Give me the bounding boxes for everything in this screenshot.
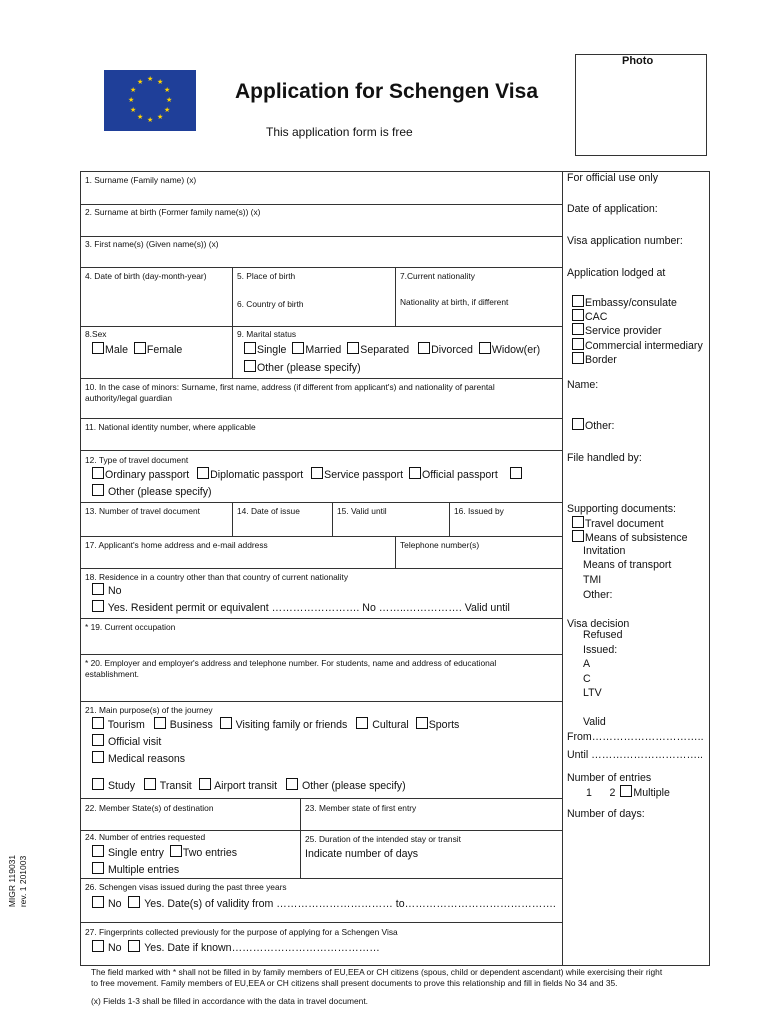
official-passport-label: Official passport [422, 469, 498, 481]
visa-number-label: Visa application number: [567, 235, 683, 247]
transport-label: Means of transport [583, 559, 672, 571]
travel-doc-other-checkbox[interactable] [92, 484, 104, 496]
service-passport-label: Service passport [324, 469, 404, 481]
visas-yes-label: Yes. Date(s) of validity from …………………………… to……………………………………. [144, 898, 556, 910]
fingerprints-yes-label: Yes. Date if known…………………………………… [144, 942, 380, 954]
travel-doc-checkbox[interactable] [572, 516, 584, 528]
entries-options [92, 845, 237, 859]
commercial-option [572, 338, 703, 352]
travel-doc-other-label: Other (please specify) [107, 486, 212, 498]
field-20-label-2: establishment. [85, 669, 139, 679]
telephone-label: Telephone number(s) [400, 540, 480, 550]
divider [80, 878, 563, 879]
photo-box [575, 54, 707, 156]
tourism-checkbox[interactable] [92, 717, 104, 729]
field-7b-label: Nationality at birth, if different [400, 297, 509, 307]
sports-checkbox[interactable] [416, 717, 428, 729]
invitation-label: Invitation [583, 545, 626, 557]
fingerprints-no-checkbox[interactable] [92, 940, 104, 952]
supporting-docs-label: Supporting documents: [567, 503, 676, 515]
single-checkbox[interactable] [244, 342, 256, 354]
page-title: Application for Schengen Visa [235, 80, 539, 103]
field-3-label: 3. First name(s) (Given name(s)) (x) [85, 239, 219, 249]
visiting-label: Visiting family or friends [235, 719, 348, 731]
other-label: Other: [585, 420, 615, 432]
divider [332, 502, 333, 536]
cac-checkbox[interactable] [572, 309, 584, 321]
commercial-checkbox[interactable] [572, 338, 584, 350]
field-25-sub: Indicate number of days [305, 848, 419, 860]
entries-numbers: 1 2 [586, 787, 616, 799]
fingerprints-no-label: No [107, 942, 122, 954]
residence-yes-checkbox[interactable] [92, 600, 104, 612]
medical-checkbox[interactable] [92, 751, 104, 763]
divider [80, 326, 563, 327]
separated-label: Separated [360, 344, 410, 356]
number-of-days-label: Number of days: [567, 808, 645, 820]
divider [80, 922, 563, 923]
field-2-label: 2. Surname at birth (Former family name(s)) (x) [85, 207, 261, 217]
travel-doc-label: Travel document [585, 518, 664, 530]
divider [232, 502, 233, 536]
field-13-label: 13. Number of travel document [85, 506, 200, 516]
divider [232, 267, 233, 378]
border-checkbox[interactable] [572, 352, 584, 364]
divider [80, 267, 563, 268]
visas-no-checkbox[interactable] [92, 896, 104, 908]
visiting-checkbox[interactable] [220, 717, 232, 729]
form-code-line-2: rev. 1 201003 [18, 855, 29, 908]
diplomatic-passport-label: Diplomatic passport [210, 469, 304, 481]
widow-label: Widow(er) [491, 344, 541, 356]
field-22-label: 22. Member State(s) of destination [85, 803, 214, 813]
business-checkbox[interactable] [154, 717, 166, 729]
footer-note-3: (x) Fields 1-3 shall be filled in accordance with the data in travel document. [91, 996, 368, 1006]
official-passport-checkbox[interactable] [409, 467, 421, 479]
sports-label: Sports [428, 719, 460, 731]
divider [80, 618, 563, 619]
embassy-label: Embassy/consulate [585, 297, 677, 309]
residence-yes [92, 600, 510, 614]
other-checkbox[interactable] [572, 418, 584, 430]
multiple-entries-label: Multiple entries [107, 864, 180, 876]
embassy-checkbox[interactable] [572, 295, 584, 307]
multiple-entries-checkbox[interactable] [92, 862, 104, 874]
divider [80, 654, 563, 655]
ordinary-passport-checkbox[interactable] [92, 467, 104, 479]
divider [80, 450, 563, 451]
field-24-label: 24. Number of entries requested [85, 832, 206, 842]
purpose-other-checkbox[interactable] [286, 778, 298, 790]
service-option [572, 323, 662, 337]
marital-options [244, 342, 540, 356]
divider [80, 798, 563, 799]
field-21-label: 21. Main purpose(s) of the journey [85, 705, 213, 715]
visas-no-label: No [107, 898, 122, 910]
photo-label: Photo [622, 55, 654, 67]
marital-other-label: Other (please specify) [257, 362, 361, 374]
service-passport-checkbox[interactable] [311, 467, 323, 479]
separated-checkbox[interactable] [347, 342, 359, 354]
official-visit-checkbox[interactable] [92, 734, 104, 746]
type-a-label: A [583, 658, 591, 670]
other-option [572, 418, 614, 432]
border-label: Border [585, 354, 617, 366]
page-subtitle: This application form is free [266, 125, 413, 139]
entries-multiple-checkbox[interactable] [620, 785, 632, 797]
female-checkbox[interactable] [134, 342, 146, 354]
divider [449, 502, 450, 536]
border-option [572, 352, 617, 366]
study-label: Study [107, 780, 136, 792]
single-label: Single [257, 344, 287, 356]
subsistence-label: Means of subsistence [585, 532, 688, 544]
file-handled-label: File handled by: [567, 452, 642, 464]
field-23-label: 23. Member state of first entry [305, 803, 417, 813]
business-label: Business [169, 719, 213, 731]
field-12-label: 12. Type of travel document [85, 455, 189, 465]
transit-label: Transit [159, 780, 192, 792]
field-27-label: 27. Fingerprints collected previously for the purpose of applying for a Schengen Visa [85, 927, 398, 937]
residence-no-checkbox[interactable] [92, 583, 104, 595]
field-6-label: 6. Country of birth [237, 299, 304, 309]
cac-label: CAC [585, 311, 608, 323]
divider [80, 701, 563, 702]
footer-note-1: The field marked with * shall not be filled in by family members of EU,EEA or CH citizens (spous, child or dependent ascendant) while exercising their right [91, 967, 663, 977]
valid-label: Valid [583, 716, 606, 728]
field-7-label: 7.Current nationality [400, 271, 475, 281]
field-10-label-1: 10. In the case of minors: Surname, first name, address (if different from applicant's) and nationality of parental [85, 382, 495, 392]
divider [80, 204, 563, 205]
schengen-visas-options [92, 896, 556, 910]
married-checkbox[interactable] [292, 342, 304, 354]
airport-transit-checkbox[interactable] [199, 778, 211, 790]
other2-label: Other: [583, 589, 613, 601]
type-c-label: C [583, 673, 591, 685]
name-label: Name: [567, 379, 599, 391]
commercial-label: Commercial intermediary [585, 340, 703, 352]
purpose-options-1 [92, 717, 459, 731]
field-19-label: * 19. Current occupation [85, 622, 176, 632]
field-20-label-1: * 20. Employer and employer's address and telephone number. For students, name and address of educational [85, 658, 497, 668]
purpose-options-2 [92, 778, 406, 792]
widow-checkbox[interactable] [479, 342, 491, 354]
date-of-application-label: Date of application: [567, 203, 658, 215]
field-14-label: 14. Date of issue [237, 506, 300, 516]
service-provider-checkbox[interactable] [572, 323, 584, 335]
official-head: For official use only [567, 172, 659, 184]
visas-yes-checkbox[interactable] [128, 896, 140, 908]
field-25-label: 25. Duration of the intended stay or transit [305, 834, 461, 844]
field-8-label: 8.Sex [85, 329, 107, 339]
extra-passport-checkbox[interactable] [510, 467, 522, 479]
divorced-label: Divorced [431, 344, 473, 356]
purpose-medical [92, 751, 185, 765]
divider [300, 798, 301, 878]
entries-label: Number of entries [567, 772, 652, 784]
field-10-label-2: authority/legal guardian [85, 393, 173, 403]
travel-doc-other [92, 484, 212, 498]
field-26-label: 26. Schengen visas issued during the past three years [85, 882, 287, 892]
cac-option [572, 309, 607, 323]
field-18-label: 18. Residence in a country other than that country of current nationality [85, 572, 349, 582]
from-label: From………………………….. [567, 731, 704, 743]
tmi-label: TMI [583, 574, 602, 586]
diplomatic-passport-checkbox[interactable] [197, 467, 209, 479]
embassy-option [572, 295, 677, 309]
divider [395, 536, 396, 568]
lodged-label: Application lodged at [567, 267, 666, 279]
two-entries-label: Two entries [182, 847, 238, 859]
study-checkbox[interactable] [92, 778, 104, 790]
eu-flag-icon: ★ ★ ★ ★ ★ ★ ★ ★ ★ ★ ★ ★ [104, 70, 196, 131]
divider [80, 378, 563, 379]
issued-label: Issued: [583, 644, 618, 656]
purpose-official [92, 734, 161, 748]
single-entry-label: Single entry [107, 847, 164, 859]
divorced-checkbox[interactable] [418, 342, 430, 354]
field-5-label: 5. Place of birth [237, 271, 296, 281]
form-code [7, 855, 29, 907]
visa-decision-label: Visa decision [567, 618, 630, 630]
until-label: Until ………………………….. [567, 749, 703, 761]
field-4-label: 4. Date of birth (day-month-year) [85, 271, 207, 281]
marital-other-checkbox[interactable] [244, 360, 256, 372]
field-11-label: 11. National identity number, where applicable [85, 422, 256, 432]
cultural-label: Cultural [372, 719, 409, 731]
form-code-line-1: MIGR 119031 [7, 854, 18, 908]
field-15-label: 15. Valid until [337, 506, 387, 516]
divider [80, 830, 563, 831]
fingerprints-yes-checkbox[interactable] [128, 940, 140, 952]
tourism-label: Tourism [107, 719, 145, 731]
purpose-other-label: Other (please specify) [301, 780, 406, 792]
residence-yes-label: Yes. Resident permit or equivalent ……………………. No ……..……………. Valid until [107, 602, 510, 614]
divider [80, 502, 563, 503]
field-16-label: 16. Issued by [454, 506, 504, 516]
divider [80, 236, 563, 237]
medical-label: Medical reasons [107, 753, 186, 765]
residence-no-label: No [107, 585, 122, 597]
field-17-label: 17. Applicant's home address and e-mail address [85, 540, 268, 550]
footer-note-2: to free movement. Family members of EU,EEA or CH citizens shall present documents to prove this relationship and fill in fields No 34 and 35. [91, 978, 618, 988]
divider [80, 568, 563, 569]
divider [80, 536, 563, 537]
residence-no [92, 583, 122, 597]
single-entry-checkbox[interactable] [92, 845, 104, 857]
subsistence-checkbox[interactable] [572, 530, 584, 542]
field-1-label: 1. Surname (Family name) (x) [85, 175, 197, 185]
cultural-checkbox[interactable] [356, 717, 368, 729]
marital-other [244, 360, 361, 374]
male-checkbox[interactable] [92, 342, 104, 354]
official-visit-label: Official visit [107, 736, 162, 748]
sex-options [92, 342, 182, 356]
service-provider-label: Service provider [585, 325, 662, 337]
field-9-label: 9. Marital status [237, 329, 297, 339]
type-ltv-label: LTV [583, 687, 602, 699]
divider [395, 267, 396, 326]
entries-choices [586, 785, 670, 799]
female-label: Female [146, 344, 183, 356]
airport-transit-label: Airport transit [214, 780, 278, 792]
fingerprints-options [92, 940, 380, 954]
married-label: Married [305, 344, 342, 356]
transit-checkbox[interactable] [144, 778, 156, 790]
refused-label: Refused [583, 629, 623, 641]
divider [80, 418, 563, 419]
travel-doc-options [92, 467, 523, 481]
subsistence-option [572, 530, 687, 544]
male-label: Male [105, 344, 128, 356]
entries-multiple [92, 862, 179, 876]
entries-multiple-label: Multiple [633, 787, 670, 799]
two-entries-checkbox[interactable] [170, 845, 182, 857]
travel-doc-option [572, 516, 664, 530]
ordinary-passport-label: Ordinary passport [105, 469, 190, 481]
